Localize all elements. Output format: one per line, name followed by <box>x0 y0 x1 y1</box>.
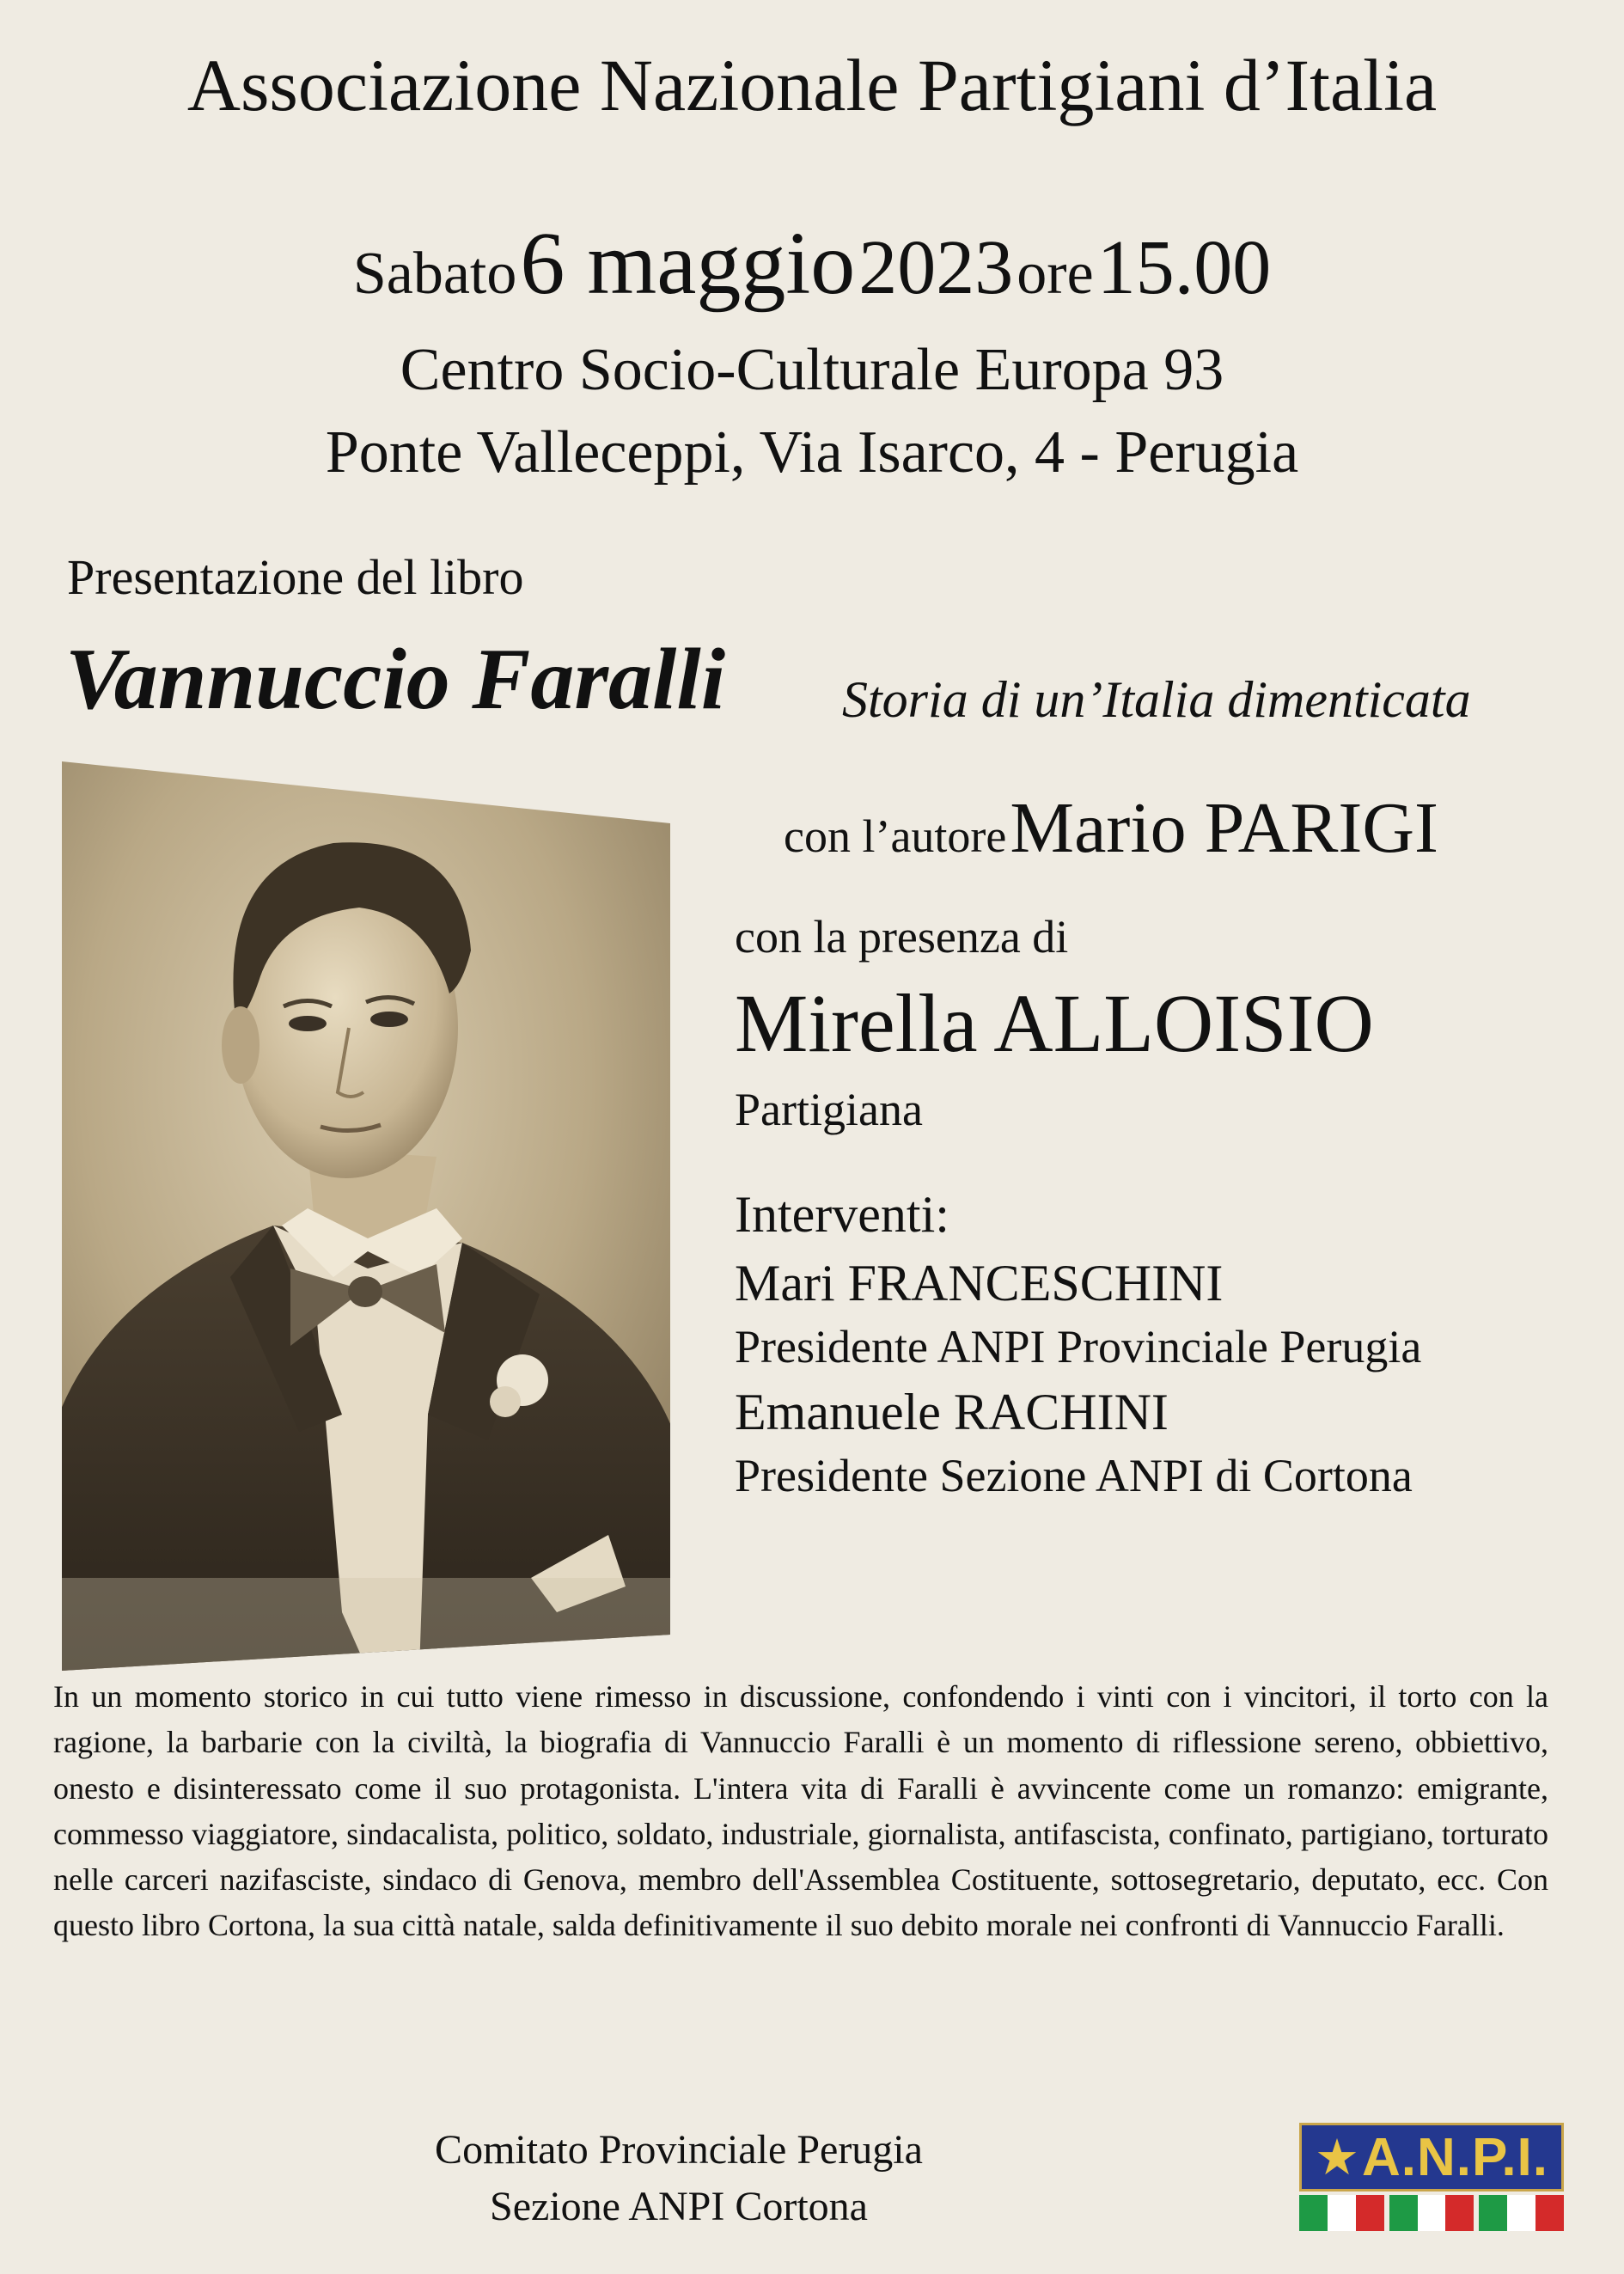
italian-flags <box>1299 2195 1564 2231</box>
italian-flag-icon <box>1479 2195 1564 2231</box>
guest-name: Mirella ALLOISIO <box>735 977 1374 1069</box>
vintage-portrait-photo-icon <box>58 761 674 1671</box>
anpi-logo-text: A.N.P.I. <box>1361 2127 1549 2187</box>
footer-committee: Comitato Provinciale Perugia <box>435 2127 923 2173</box>
venue-name: Centro Socio-Culturale Europa 93 <box>400 337 1224 403</box>
interventi-label: Interventi: <box>735 1186 949 1243</box>
author-line <box>784 789 1438 868</box>
speaker-name: Emanuele RACHINI <box>735 1384 1169 1440</box>
speaker-role: Presidente Sezione ANPI di Cortona <box>735 1450 1413 1501</box>
guest-intro: con la presenza di <box>735 911 1069 963</box>
event-year: 2023 <box>858 225 1014 310</box>
star-icon: ★ <box>1314 2130 1360 2185</box>
book-title: Vannuccio Faralli <box>65 631 726 728</box>
book-description: In un momento storico in cui tutto viene rimesso in discussione, confondendo i vinti con i vincitori, il torto con la ragione, la barbarie con la civiltà, la biografia di Vannuccio Faralli è un momento di riflessione sereno, obbiettivo, onesto e disinteressato come il suo protagonista. L'intera vita di Faralli è avvincente come un romanzo: emigrante, commesso viaggiatore, sindacalista, politico, soldato, industriale, giornalista, antifascista, confinato, partigiano, torturato nelle carceri nazifasciste, sindaco di Genova, membro dell'Assemblea Costituente, sottosegretario, deputato, ecc. Con questo libro Cortona, la sua città natale, salda definitivamente il suo debito morale nei confronti di Vannuccio Faralli. <box>53 1679 1548 1943</box>
italian-flag-icon <box>1299 2195 1384 2231</box>
book-intro: Presentazione del libro <box>67 549 524 605</box>
book-subtitle: Storia di un’Italia dimenticata <box>842 671 1471 728</box>
event-date-line <box>0 214 1624 313</box>
speaker-name: Mari FRANCESCHINI <box>735 1255 1224 1311</box>
event-time: 15.00 <box>1096 225 1272 310</box>
anpi-logo-banner <box>1299 2123 1564 2191</box>
organization-title: Associazione Nazionale Partigiani d’Italia <box>186 44 1438 126</box>
author-name: Mario PARIGI <box>1010 788 1438 868</box>
event-ore: ore <box>1017 241 1094 307</box>
event-date: 6 maggio <box>520 214 856 313</box>
anpi-logo <box>1299 2123 1564 2231</box>
footer-section: Sezione ANPI Cortona <box>490 2184 868 2229</box>
venue-address: Ponte Valleceppi, Via Isarco, 4 - Perugia <box>325 419 1299 486</box>
guest-role: Partigiana <box>735 1084 923 1135</box>
italian-flag-icon <box>1389 2195 1474 2231</box>
author-prefix: con l’autore <box>784 810 1007 862</box>
event-day: Sabato <box>352 241 517 307</box>
speaker-role: Presidente ANPI Provinciale Perugia <box>735 1321 1422 1372</box>
